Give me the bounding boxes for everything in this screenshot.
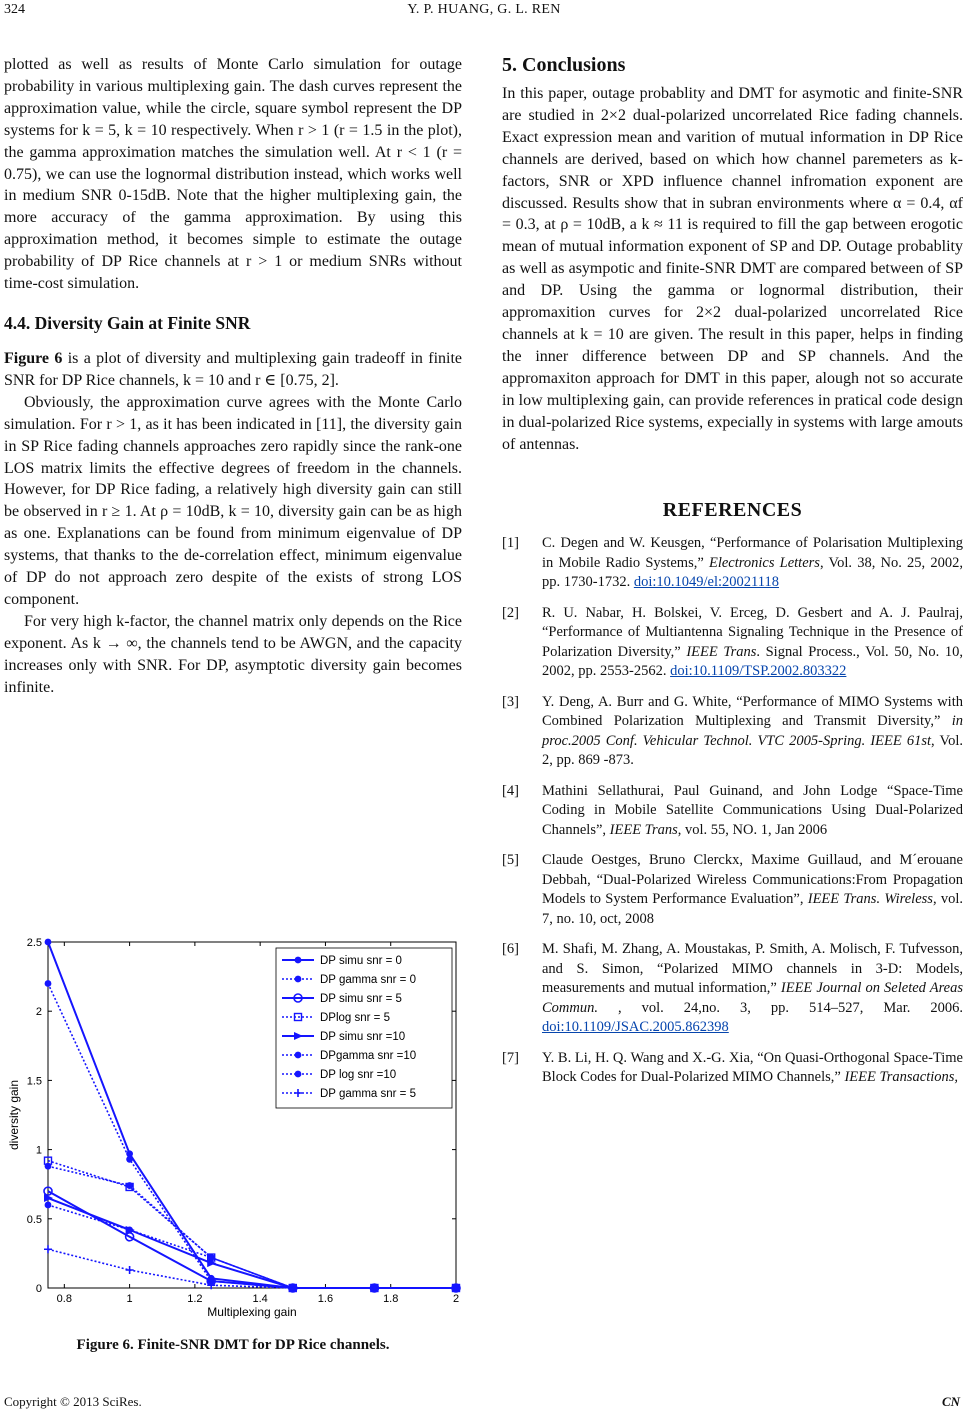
dmt-chart-svg [4, 930, 464, 1320]
series-point [45, 939, 52, 946]
reference-details: , Vol. 38, No. 25, 2002, pp. 1730-1732. [542, 554, 963, 591]
series-point [45, 1202, 52, 1209]
legend-label: DPlog snr = 5 [320, 1012, 390, 1024]
figure-6-caption: Figure 6. Finite-SNR DMT for DP Rice channels. [76, 1337, 390, 1353]
footer-copyright: Copyright © 2013 SciRes. [4, 1394, 142, 1409]
legend-label: DPgamma snr =10 [320, 1050, 417, 1062]
reference-text: Mathini Sellathurai, Paul Guinand, and John Lodge “Space-Time Coding in Mobile Satellite Communications Using Dual-Polarized Channels”, [542, 782, 963, 838]
reference-doi-link[interactable]: doi:10.1109/JSAC.2005.862398 [542, 1019, 729, 1036]
reference-details: , Vol. 2, pp. 869 -873. [542, 732, 963, 769]
reference-item [502, 940, 963, 1038]
reference-doi-link[interactable]: doi:10.1049/el:20021118 [633, 574, 779, 591]
reference-details: . Signal Process., Vol. 50, No. 10, 2002, pp. 2553-2562. [542, 643, 964, 680]
x-axis-label: Multiplexing gain [207, 1305, 297, 1319]
y-tick-label: 2.5 [26, 937, 42, 949]
x-tick-label: 2 [452, 1293, 460, 1305]
legend-label: DP gamma snr = 5 [320, 1088, 416, 1100]
reference-doi-link[interactable]: doi:10.1109/TSP.2002.803322 [670, 663, 847, 680]
left-paragraph-1: plotted as well as results of Monte Carlo simulation for outage probability in various multiplexing gain. The dash curves represent the approximation value, while the circle, square symbol represent the DP systems for k = 5, k = 10 respectively. When r > 1 (r = 1.5 in the plot), the gamma approximation matches the simulation well. At r < 1 (r = 0.75), we can use the lognormal distribution instead, which works well in medium SNR 0-15dB. Note that the higher multiplexing gain, the more accuracy of the gamma approximation. By using this approximation method, it becomes simple to estimate the outage probability of DP Rice channels at r > 1 or medium SNRs without time-cost simulation. [4, 56, 462, 293]
x-tick-label: 1.8 [383, 1293, 399, 1305]
legend-marker [295, 957, 302, 964]
footer-journal: CN [941, 1394, 960, 1409]
reference-text: Claude Oestges, Bruno Clerckx, Maxime Guillaud, and M´erouane Debbah, “Dual-Polarized Wireless Communications:From Propagation Models to System Performance Evaluation”, [542, 852, 963, 908]
series-point [208, 1254, 215, 1261]
y-tick-label: 1 [35, 1144, 42, 1157]
legend-marker [295, 1071, 302, 1078]
reference-item [502, 534, 963, 593]
x-tick-label: 1.6 [317, 1293, 334, 1305]
reference-number: [1] [502, 535, 519, 552]
y-tick-label: 1.5 [26, 1075, 42, 1088]
series-point [126, 1156, 133, 1163]
reference-details: , vol. 24,no. 3, pp. 514–527, Mar. 2006. [598, 999, 963, 1016]
reference-number: [7] [502, 1049, 519, 1066]
y-tick-label: 0 [35, 1283, 42, 1295]
reference-text: Y. Deng, A. Burr and G. White, “Performance of MIMO Systems with Combined Polarization Multiplexing and Transmit Diversity,” [542, 693, 963, 730]
reference-item [502, 1049, 963, 1088]
x-tick-label: 1.2 [187, 1293, 203, 1305]
x-tick-label: 1 [126, 1293, 133, 1305]
references-list [502, 534, 963, 1088]
series-point [126, 1226, 133, 1233]
legend-label: DP log snr =10 [320, 1069, 397, 1081]
reference-text: R. U. Nabar, H. Bolskei, V. Erceg, D. Gesbert and A. J. Paulraj, “Performance of Multiantenna Signaling Technique in the Presence of Polarization Diversity,” [542, 604, 963, 660]
reference-venue: in proc.2005 Conf. Vehicular Technol. VTC 2005-Spring. IEEE 61st [542, 713, 963, 749]
left-paragraph-4: For very high k-factor, the channel matrix only depends on the Rice exponent. As k → ∞, the channels tend to be AWGN, and the capacity increases only with SNR. For DP, asymptotic diversity gain becomes infinite. [4, 612, 462, 696]
series-point [126, 1182, 133, 1189]
right-column [502, 54, 963, 1099]
x-tick-label: 1.4 [252, 1293, 268, 1305]
legend-label: DP gamma snr = 0 [320, 974, 416, 986]
reference-number: [2] [502, 604, 519, 621]
legend-box [276, 948, 452, 1108]
reference-details: , vol. 7, no. 10, oct, 2008 [542, 891, 963, 927]
figure-6-ref: Figure 6 [4, 349, 63, 367]
references-heading: REFERENCES [662, 499, 803, 522]
reference-number: [5] [502, 852, 519, 869]
reference-venue: IEEE Trans [609, 821, 678, 838]
page-number: 324 [4, 2, 25, 17]
section-heading-conclusions: 5. Conclusions [502, 54, 626, 76]
legend-label: DP simu snr = 0 [320, 955, 402, 967]
section-heading-4-4: 4.4. Diversity Gain at Finite SNR [4, 312, 251, 333]
left-paragraph-2 [4, 348, 462, 392]
reference-venue: IEEE Trans. Wireless [807, 891, 933, 908]
left-paragraph-2-text: is a plot of diversity and multiplexing gain tradeoff in finite SNR for DP Rice channels, k = 10 and r ∈ [0.75, 2]. [4, 349, 463, 389]
reference-item [502, 782, 963, 841]
left-column [4, 54, 462, 698]
reference-number: [4] [502, 782, 519, 799]
y-tick-label: 2 [35, 1006, 42, 1019]
series-point [45, 1163, 52, 1170]
conclusions-paragraph: In this paper, outage probablity and DMT for asymotic and finite-SNR are studied in 2×2 dual-polarized uncorrelated Rice fading channels. Exact expression mean and varition of mutual information in DP Rice channels are derived, based on which how channel paremeters as k-factors, SNR or XPD influence channel infromation exponent are discussed. Results show that in subran environments where α = 0.4, αf = 0.3, at ρ = 10dB, a k ≈ 11 is required to fill the gap between erogotic mean of mutual information exponent of SP and DP. Outage probablity as well as asympotic and finite-SNR DMT are compared between of SP and DP. Using the gamma or lognormal distribution, their appromaxition curves for 2×2 dual-polarized uncorrelated Rice channels at k = 10 are given. The result in this paper, helps in finding the inner difference between DP and SP channels. And the appromaxiton approach for DMT in this paper, alough not so accurate in low multiplexing gain, can provide references in pratical code design in dual-polarized Rice systems, expecially in systems with large amouts of antennas. [502, 85, 963, 453]
y-tick-label: 0.5 [26, 1213, 42, 1226]
reference-text: C. Degen and W. Keusgen, “Performance of Polarisation Multiplexing in Mobile Radio Systems,” [542, 535, 963, 571]
reference-venue: Electronics Letters [708, 554, 820, 571]
reference-number: [6] [502, 941, 519, 958]
reference-item [502, 604, 963, 682]
legend-label: DP simu snr = 5 [320, 993, 402, 1005]
reference-venue: IEEE Journal on Seleted Areas Commun. [542, 980, 964, 1016]
figure-6-chart [4, 930, 464, 1320]
y-axis-label: diversity gain [7, 1079, 21, 1151]
reference-venue: IEEE Transactions, [844, 1069, 959, 1086]
reference-item [502, 693, 963, 771]
legend-label: DP simu snr =10 [320, 1031, 406, 1043]
legend-marker [295, 1052, 302, 1059]
running-header-authors: Y. P. HUANG, G. L. REN [407, 2, 561, 17]
reference-item [502, 851, 963, 929]
series-point [45, 980, 52, 987]
reference-number: [3] [502, 693, 519, 710]
reference-details: , vol. 55, NO. 1, Jan 2006 [677, 821, 828, 838]
x-tick-label: 0.8 [56, 1293, 72, 1305]
reference-text: M. Shafi, M. Zhang, A. Moustakas, P. Smith, A. Molisch, F. Tufvesson, and S. Simon, “Polarized MIMO channels in 3-D: Models, measurements and mutual information,” [542, 941, 963, 997]
reference-text: Y. B. Li, H. Q. Wang and X.-G. Xia, “On Quasi-Orthogonal Space-Time Block Codes for Dual-Polarized MIMO Channels,” [542, 1049, 963, 1086]
reference-venue: IEEE Trans [686, 643, 757, 660]
left-paragraph-3: Obviously, the approximation curve agrees with the Monte Carlo simulation. For r > 1, as it has been indicated in [11], the diversity gain in SP Rice fading channels approaches zero rapidly since the rank-one LOS matrix limits the effective degrees of freedom in the channels. However, for DP Rice fading, a relatively high diversity gain can still be observed in r ≥ 1. At ρ = 10dB, k = 10, diversity gain can be as high as one. Explanations can be found from minimum eigenvalue of DP systems, that thanks to the de-correlation effect, minimum eigenvalue of DP do not approach zero despite of the exists of strong LOS component. [4, 393, 462, 608]
legend-marker [295, 976, 302, 983]
